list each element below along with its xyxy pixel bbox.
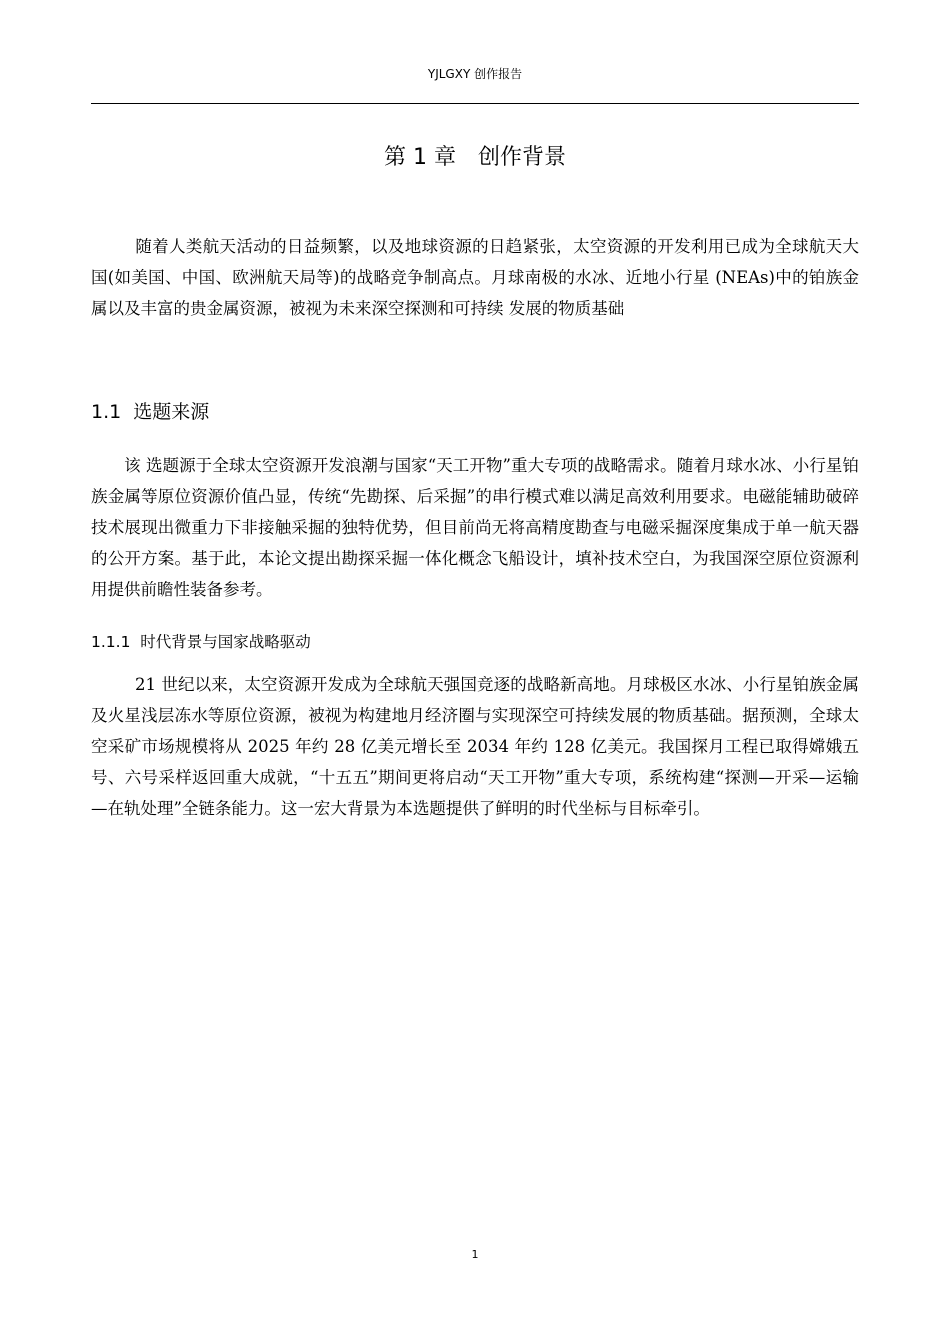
era-background-paragraph-text: 21 世纪以来，太空资源开发成为全球航天强国竞逐的战略新高地。月球极区水冰、小行星铂族金属及火星浅层冻水等原位资源，被视为构建地月经济圈与实现深空可持续发展的物质基础。据预测，全球太空采矿市场规模将从 2025 年约 28 亿美元增长至 2034 年约 128 亿美元。我国探月工程已取得嫦娥五号、六号采样返回重大成就，“十五五”期间更将启动“天工开物”重大专项，系统构建“探测—开采—运输—在轨处理”全链条能力。这一宏大背景为本选题提供了鲜明的时代坐标与目标牵引。 (91, 675, 859, 818)
intro-paragraph (91, 231, 859, 324)
era-background-paragraph (91, 669, 859, 824)
page-header: YJLGXY 创作报告 (427, 67, 523, 81)
page-number: 1 (471, 1248, 479, 1261)
intro-paragraph-text: 随着人类航天活动的日益频繁，以及地球资源的日趋紧张，太空资源的开发利用已成为全球航天大国(如美国、中国、欧洲航天局等)的战略竞争制高点。月球南极的水冰、近地小行星 (NEAs)中的铂族金属以及丰富的贵金属资源，被视为未来深空探测和可持续 发展的物质基础 (91, 237, 859, 318)
chapter-title: 第 1 章 创作背景 (384, 145, 566, 170)
topic-source-paragraph-text: 该 选题源于全球太空资源开发浪潮与国家“天工开物”重大专项的战略需求。随着月球水冰、小行星铂族金属等原位资源价值凸显，传统“先勘探、后采掘”的串行模式难以满足高效利用要求。电磁能辅助破碎技术展现出微重力下非接触采掘的独特优势，但目前尚无将高精度勘查与电磁采掘深度集成于单一航天器的公开方案。基于此，本论文提出勘探采掘一体化概念飞船设计，填补技术空白，为我国深空原位资源利用提供前瞻性装备参考。 (91, 456, 859, 599)
section-heading-1-1: 1.1 选题来源 (91, 401, 210, 423)
topic-source-paragraph (91, 450, 859, 605)
header-divider (91, 103, 859, 104)
section-heading-1-1-1: 1.1.1 时代背景与国家战略驱动 (91, 633, 311, 651)
